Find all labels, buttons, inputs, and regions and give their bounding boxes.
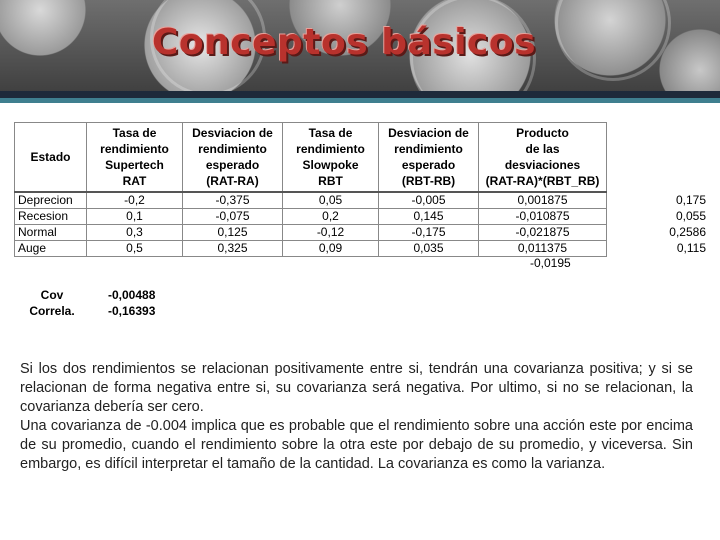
column-header-line: esperado [401,158,456,172]
table-cell: 0,3 [87,225,183,241]
table-cell: -0,12 [283,225,379,241]
table-cell: 0,09 [283,241,379,257]
column-header [183,123,283,193]
stat-value: -0,16393 [108,304,156,318]
row-label: Deprecion [15,192,87,209]
row-label: Normal [15,225,87,241]
table-cell: 0,011375 [479,241,607,257]
column-header-line: esperado [205,158,260,172]
table-header-row [15,123,607,193]
side-value: 0,2586 [669,225,706,239]
table-row [15,209,607,225]
column-header-line: desviaciones [504,158,581,172]
stat-label: Cov [40,288,64,302]
column-header [283,123,379,193]
column-header-line: Tasa de [308,126,353,140]
table-cell: -0,075 [183,209,283,225]
paragraph: Si los dos rendimientos se relacionan positivamente entre si, tendrán una covarianza positiva; y si se relacionan de forma negativa entre si, su covarianza será negativa. Por ultimo, si no se relacionan, la covarianza debería ser cero. [20,361,693,415]
table-row [15,192,607,209]
side-value: 0,115 [676,241,706,255]
column-header-symbol: (RAT-RA)*(RBT_RB) [485,174,600,188]
column-header [87,123,183,193]
paragraph: Una covarianza de -0.004 implica que es probable que el rendimiento sobre una acción este por encima de su promedio, cuando el rendimiento sobre la otra este por debajo de su promedio, y viceversa. Sin embargo, es difícil interpretar el tamaño de la cantidad. La covarianza es como la varianza. [20,418,693,472]
side-value: 0,175 [675,193,706,207]
column-header-line: rendimiento [100,142,169,156]
column-header-line: rendimiento [394,142,463,156]
table-cell: 0,001875 [479,192,607,209]
column-header [15,123,87,193]
coin-image [555,0,671,81]
table-row [15,225,607,241]
column-header [479,123,607,193]
row-label: Recesion [15,209,87,225]
table-cell: 0,035 [379,241,479,257]
column-header-line: Estado [30,150,71,164]
column-header-line: rendimiento [296,142,365,156]
table-cell: 0,145 [379,209,479,225]
header-accent-bar [0,98,720,103]
column-header-symbol: (RAT-RA) [206,174,259,188]
header-banner [0,0,720,96]
table-cell: 0,5 [87,241,183,257]
table-cell: -0,375 [183,192,283,209]
stat-row-correlation [24,303,155,319]
table-cell: -0,010875 [479,209,607,225]
slide-title: Conceptos básicos [152,22,537,63]
table-row [15,241,607,257]
column-header-line: Desviacion de [388,126,469,140]
stats-block [24,287,155,319]
row-label: Auge [15,241,87,257]
column-header-symbol: RAT [122,174,147,188]
column-header-line: Slowpoke [302,158,359,172]
table-cell: -0,2 [87,192,183,209]
column-header-symbol: RBT [318,174,343,188]
table-cell: 0,325 [183,241,283,257]
column-header-line: Tasa de [112,126,157,140]
table-cell: -0,021875 [479,225,607,241]
column-header-symbol: (RBT-RB) [401,174,456,188]
table-cell: 0,1 [87,209,183,225]
column-header [379,123,479,193]
column-header-line: Supertech [105,158,164,172]
stat-value: -0,00488 [108,288,156,302]
table-cell: -0,005 [379,192,479,209]
side-value: 0,055 [675,209,706,223]
column-header-line: rendimiento [198,142,267,156]
column-header-line: Producto [516,126,569,140]
column-header-line: de las [525,142,560,156]
covariance-table [14,122,607,257]
column-header-line: Desviacion de [192,126,273,140]
stat-row-cov [24,287,155,303]
table-cell: 0,125 [183,225,283,241]
explanation-text [20,360,693,474]
table-cell: -0,175 [379,225,479,241]
table-cell: 0,05 [283,192,379,209]
stat-label: Correla. [29,304,75,318]
product-sum: -0,0195 [530,256,571,270]
table-cell: 0,2 [283,209,379,225]
header-divider [0,91,720,98]
